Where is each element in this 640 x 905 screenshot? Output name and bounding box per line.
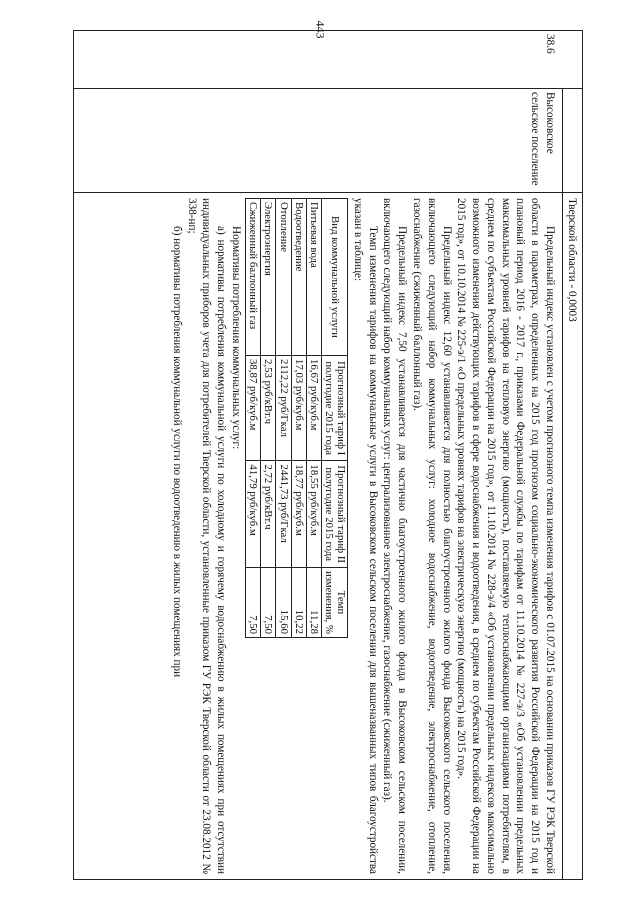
service-name: Питьевая вода bbox=[307, 199, 322, 356]
paragraph: Предельный индекс установлен с учетом прогнозного темпа изменения тарифов с 01.07.2015 на основании приказов ГУ РЭК Тверской области в параметрах, определенных на 2015 год прогнозом социально-экономического развития Российской Федерации на 2015 год и плановый период 2016 - 2017 г., приказами Федеральной службы по тарифам от 11.10.2014 № 227-э/3 «Об установлении предельных максимальных уровней тарифов на тепловую энергию (мощность), поставляемую теплоснабжающими организациями потребителям, в среднем по субъектам Российской Федерации на 2015 год», от 11.10.2014 № 228-э/4 «Об установлении предельных индексов максимально возможного изменения действующих тарифов в сфере водоснабжения и водоотведения, в среднем по субъектам Российской Федерации на 2015 год», от 10.10.2014 № 225-э/1 «О предельных уровнях тарифов на электрическую энергию (мощность) на 2015 год». bbox=[455, 198, 556, 874]
tariff-h1: 16,67 руб/куб.м bbox=[307, 356, 322, 461]
previous-row-text: Тверской области - 0,0003 bbox=[566, 198, 578, 322]
tariff-h1: 17,03 руб/куб.м bbox=[291, 356, 306, 461]
tariff-h1: 38,87 руб/куб.м bbox=[246, 356, 261, 461]
service-name: Отопление bbox=[276, 199, 291, 356]
column-divider bbox=[73, 192, 583, 193]
table-row bbox=[276, 199, 291, 638]
change-rate: 15,60 bbox=[276, 567, 291, 637]
tariff-h2: 41,79 руб/куб.м bbox=[246, 461, 261, 568]
table-row bbox=[246, 199, 261, 638]
header-rate: Темп изменения, % bbox=[322, 567, 348, 637]
header-tariff-h1: Прогнозный тариф I полугодие 2015 года bbox=[322, 356, 348, 461]
tariff-h2: 2441,73 руб/Гкал bbox=[276, 461, 291, 568]
norm-item: б) нормативы потребления коммунальной услуги по водоотведению в жилых помещениях при bbox=[170, 226, 183, 678]
tariff-table bbox=[245, 198, 348, 638]
change-rate: 11,28 bbox=[307, 567, 322, 637]
tariff-h1: 2,53 руб/кВт.ч bbox=[261, 356, 276, 461]
norms-heading: Нормативы потребления коммунальных услуг: bbox=[230, 226, 242, 450]
header-service: Вид коммунальной услуги bbox=[322, 199, 348, 356]
row-content bbox=[169, 198, 557, 874]
change-rate: 7,50 bbox=[246, 567, 261, 637]
change-rate: 10,22 bbox=[291, 567, 306, 637]
row-divider bbox=[562, 88, 563, 880]
table-row bbox=[307, 199, 322, 638]
column-divider bbox=[73, 88, 583, 89]
row-number: 38.6 bbox=[544, 34, 556, 54]
service-name: Сжиженный баллонный газ bbox=[246, 199, 261, 356]
table-row bbox=[261, 199, 276, 638]
paragraph: Темп изменения тарифов на коммунальные услуги в Высоковском сельском поселении для вышеназванных типов благоустройства указан в таблице: bbox=[351, 198, 379, 874]
change-rate: 7,50 bbox=[261, 567, 276, 637]
service-name: Водоотведение bbox=[291, 199, 306, 356]
page-number: 443 bbox=[313, 20, 328, 39]
norm-item: а) нормативы потребления коммунальной услуги по холодному и горячему водоснабжению в жилых помещениях при отсутствии индивидуальных приборов учета для потребителей Тверской области, установленные приказом ГУ РЭК Тверской области от 23.08.2012 № 338-нп; bbox=[185, 198, 228, 874]
tariff-h2: 2,72 руб/кВт.ч bbox=[261, 461, 276, 568]
table-header-row bbox=[322, 199, 348, 638]
header-tariff-h2: Прогнозный тариф II полугодие 2015 года bbox=[322, 461, 348, 568]
rotated-document-sheet bbox=[73, 30, 583, 880]
paragraph: Предельный индекс 12,60 устанавливается для полностью благоустроенного жилого фонда Высоковского сельского поселения, включающего следующий набор коммунальных услуг: холодное водоснабжение, водоотведение, электроснабжение, отопление, газоснабжение (сжиженный баллонный газ). bbox=[410, 198, 453, 874]
tariff-h2: 18,77 руб/куб.м bbox=[291, 461, 306, 568]
settlement-name: Высоковское сельское поселение bbox=[529, 92, 556, 186]
table-row bbox=[291, 199, 306, 638]
tariff-h1: 2112,22 руб/Гкал bbox=[276, 356, 291, 461]
tariff-h2: 18,55 руб/куб.м bbox=[307, 461, 322, 568]
service-name: Электроэнергия bbox=[261, 199, 276, 356]
paragraph: Предельный индекс 7,50 устанавливается для частично благоустроенного жилого фонда в Высоковском сельском поселении, включающего следующий набор коммунальных услуг: централизованное электроснабжение, газоснабжение (сжиженный газ). bbox=[381, 198, 409, 874]
